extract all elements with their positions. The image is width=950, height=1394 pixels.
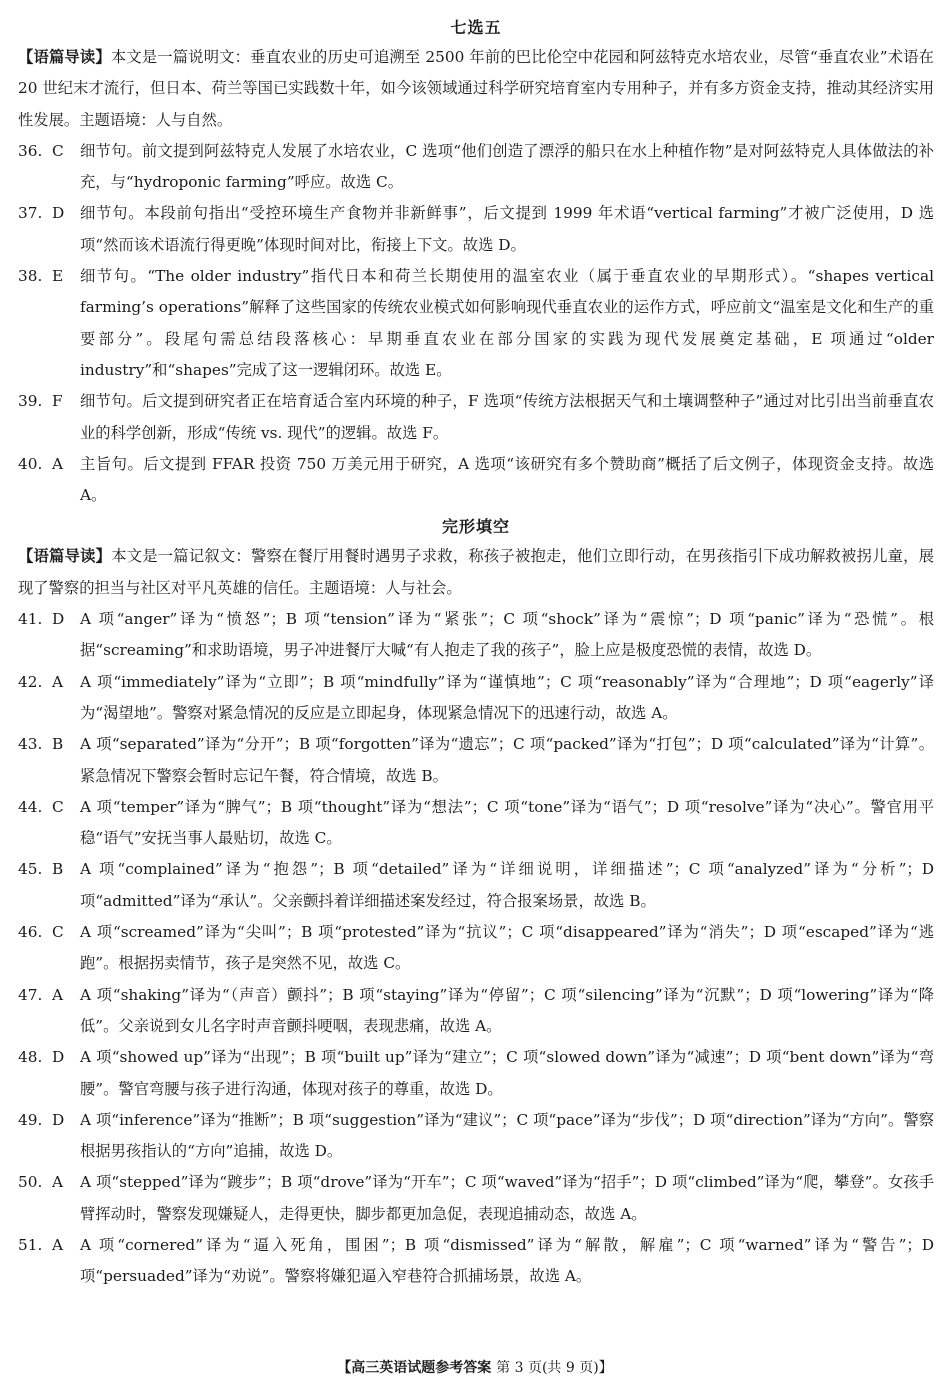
item-answer: A — [52, 454, 64, 473]
answer-item — [18, 261, 934, 386]
item-explanation: 细节句。后文提到研究者正在培育适合室内环境的种子，F 选项“传统方法根据天气和土壤调整种子”通过对比引出当前垂直农业的科学创新，形成“传统 vs. 现代”的逻辑。故选 F。 — [80, 392, 934, 442]
item-answer: C — [52, 141, 64, 160]
item-explanation: 细节句。本段前句指出“受控环境生产食物并非新鲜事”，后文提到 1999 年术语“vertical farming”才被广泛使用，D 选项“然而该术语流行得更晚”体现时间对比，衔接上下文。故选 D。 — [80, 204, 934, 254]
item-explanation: A 项“stepped”译为“踱步”；B 项“drove”译为“开车”；C 项“waved”译为“招手”；D 项“climbed”译为“爬，攀登”。女孩手臂挥动时，警察发现嫌疑人，走得更快，脚步都更加急促，表现追捕动态，故选 A。 — [80, 1173, 934, 1223]
item-explanation: A 项“separated”译为“分开”；B 项“forgotten”译为“遗忘”；C 项“packed”译为“打包”；D 项“calculated”译为“计算”。紧急情况下警察会暂时忘记午餐，符合情境，故选 B。 — [80, 735, 934, 785]
item-number: 37. — [18, 204, 43, 223]
answer-item — [18, 917, 934, 980]
item-answer: E — [52, 267, 64, 286]
item-answer: C — [52, 923, 64, 942]
answer-item — [18, 667, 934, 730]
item-answer: A — [52, 985, 64, 1004]
item-answer: B — [52, 860, 64, 879]
answer-item — [18, 1230, 934, 1293]
answer-item — [18, 1042, 934, 1105]
item-explanation: 细节句。“The older industry”指代日本和荷兰长期使用的温室农业（属于垂直农业的早期形式）。“shapes vertical farming’s operations”解释了这些国家的传统农业模式如何影响现代垂直农业的运作方式，呼应前文“温室是文化和生产的重要部分”。段尾句需总结段落核心：早期垂直农业在部分国家的实践为现代发展奠定基础，E 项通过“older industry”和“shapes”完成了这一逻辑闭环。故选 E。 — [80, 267, 934, 379]
answer-item — [18, 449, 934, 512]
item-number: 50. — [18, 1173, 43, 1192]
answer-item — [18, 386, 934, 449]
item-explanation: A 项“showed up”译为“出现”；B 项“built up”译为“建立”；C 项“slowed down”译为“减速”；D 项“bent down”译为“弯腰”。警官弯腰与孩子进行沟通，体现对孩子的尊重，故选 D。 — [80, 1048, 934, 1098]
reading-guide-1 — [18, 42, 934, 136]
item-answer: F — [52, 392, 63, 411]
item-number: 51. — [18, 1235, 43, 1254]
item-number: 45. — [18, 860, 43, 879]
item-explanation: A 项“temper”译为“脾气”；B 项“thought”译为“想法”；C 项“tone”译为“语气”；D 项“resolve”译为“决心”。警官用平稳“语气”安抚当事人最贴切，故选 C。 — [80, 797, 934, 848]
item-answer: A — [52, 1173, 64, 1192]
item-answer: A — [52, 1235, 64, 1254]
item-number: 47. — [18, 985, 43, 1004]
footer-page-number: 第 3 页(共 9 页)】 — [496, 1360, 613, 1376]
answer-item — [18, 198, 934, 261]
answer-item — [18, 729, 934, 792]
answer-item — [18, 604, 934, 667]
reading-guide-tag: 【语篇导读】 — [18, 547, 112, 566]
item-explanation: 细节句。前文提到阿兹特克人发展了水培农业，C 选项“他们创造了漂浮的船只在水上种植作物”是对阿兹特克人具体做法的补充，与“hydroponic farming”呼应。故选 C。 — [80, 141, 934, 192]
reading-guide-text: 本文是一篇记叙文：警察在餐厅用餐时遇男子求救，称孩子被抱走，他们立即行动，在男孩指引下成功解救被拐儿童，展现了警察的担当与社区对平凡英雄的信任。主题语境：人与社会。 — [18, 547, 934, 597]
item-answer: D — [52, 1048, 65, 1067]
item-number: 38. — [18, 267, 43, 286]
answer-item — [18, 792, 934, 855]
item-number: 39. — [18, 392, 43, 411]
item-number: 49. — [18, 1110, 43, 1129]
reading-guide-tag: 【语篇导读】 — [18, 48, 111, 66]
answer-item — [18, 1105, 934, 1168]
answer-list-1 — [18, 136, 934, 512]
item-explanation: A 项“cornered”译为“逼入死角，围困”；B 项“dismissed”译为“解散，解雇”；C 项“warned”译为“警告”；D 项“persuaded”译为“劝说”。警察将嫌犯逼入窄巷符合抓捕场景，故选 A。 — [80, 1235, 934, 1286]
item-explanation: A 项“inference”译为“推断”；B 项“suggestion”译为“建议”；C 项“pace”译为“步伐”；D 项“direction”译为“方向”。警察根据男孩指认的“方向”追捕，故选 D。 — [80, 1110, 934, 1161]
item-answer: C — [52, 797, 64, 816]
section-title-seven-choose-five: 七选五 — [450, 18, 502, 37]
item-answer: D — [52, 1110, 65, 1129]
item-number: 44. — [18, 797, 43, 816]
item-number: 43. — [18, 735, 43, 754]
item-number: 46. — [18, 923, 43, 942]
page-footer — [0, 1357, 950, 1377]
item-explanation: A 项“complained”译为“抱怨”；B 项“detailed”译为“详细说明，详细描述”；C 项“analyzed”译为“分析”；D 项“admitted”译为“承认”。父亲颤抖着详细描述案发经过，符合报案场景，故选 B。 — [80, 860, 934, 910]
item-answer: D — [52, 610, 65, 629]
reading-guide-text: 本文是一篇说明文：垂直农业的历史可追溯至 2500 年前的巴比伦空中花园和阿兹特克水培农业，尽管“垂直农业”术语在 20 世纪末才流行，但日本、荷兰等国已实践数十年，如今该领域通过科学研究培育室内专用种子，并有多方资金支持，推动其经济实用性发展。主题语境：人与自然。 — [18, 48, 934, 129]
section-title-cloze: 完形填空 — [441, 517, 510, 537]
item-explanation: A 项“screamed”译为“尖叫”；B 项“protested”译为“抗议”；C 项“disappeared”译为“消失”；D 项“escaped”译为“逃跑”。根据拐卖情节，孩子是突然不见，故选 C。 — [80, 923, 934, 973]
item-explanation: A 项“anger”译为“愤怒”；B 项“tension”译为“紧张”；C 项“shock”译为“震惊”；D 项“panic”译为“恐慌”。根据“screaming”和求助语境，男子冲进餐厅大喊“有人抱走了我的孩子”，脸上应是极度恐慌的表情，故选 D。 — [80, 610, 934, 660]
item-answer: D — [52, 204, 65, 223]
answer-item — [18, 136, 934, 199]
reading-guide-2 — [18, 541, 934, 604]
footer-title: 【高三英语试题参考答案 — [337, 1360, 492, 1376]
item-number: 41. — [18, 610, 43, 629]
item-number: 42. — [18, 672, 43, 691]
item-explanation: A 项“immediately”译为“立即”；B 项“mindfully”译为“谨慎地”；C 项“reasonably”译为“合理地”；D 项“eagerly”译为“渴望地”。警察对紧急情况的反应是立即起身，体现紧急情况下的迅速行动，故选 A。 — [80, 672, 934, 722]
item-number: 36. — [18, 141, 43, 160]
answer-item — [18, 854, 934, 917]
item-number: 40. — [18, 454, 43, 473]
item-explanation: 主旨句。后文提到 FFAR 投资 750 万美元用于研究，A 选项“该研究有多个赞助商”概括了后文例子，体现资金支持。故选 A。 — [80, 454, 934, 505]
answer-list-2 — [18, 604, 934, 1293]
answer-item — [18, 980, 934, 1043]
item-answer: B — [52, 735, 64, 754]
answer-item — [18, 1167, 934, 1230]
item-number: 48. — [18, 1048, 43, 1067]
item-explanation: A 项“shaking”译为“（声音）颤抖”；B 项“staying”译为“停留”；C 项“silencing”译为“沉默”；D 项“lowering”译为“降低”。父亲说到女儿名字时声音颤抖哽咽，表现悲痛，故选 A。 — [80, 985, 934, 1035]
item-answer: A — [52, 672, 64, 691]
